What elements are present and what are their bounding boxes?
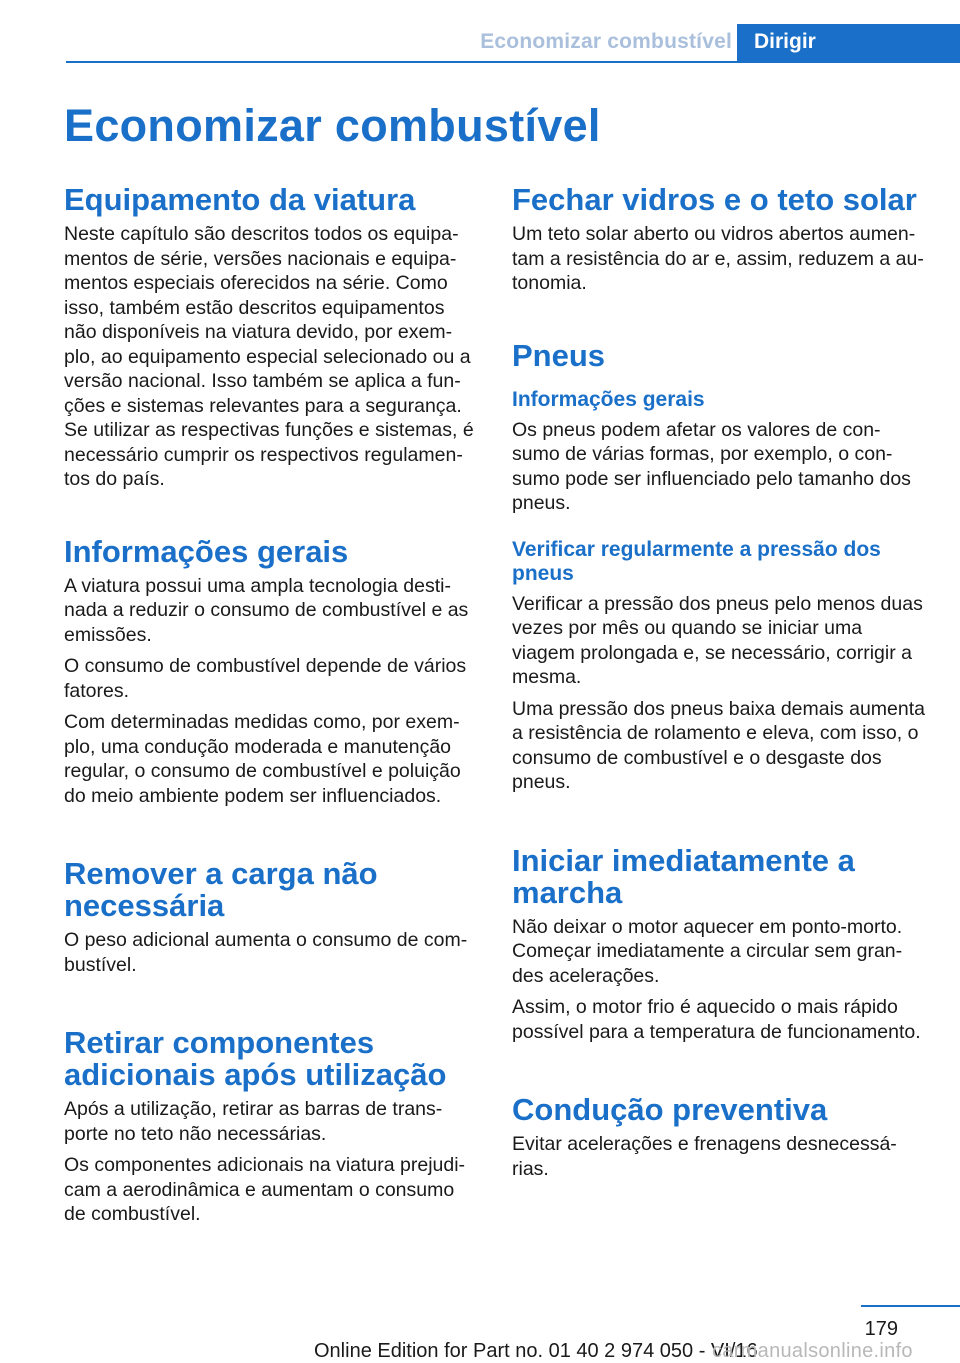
header-rule xyxy=(66,61,960,63)
paragraph: Os pneus podem afetar os valores de con-sumo de várias formas, por exemplo, o con-sumo pode ser influenciado pelo tamanho dos pneus. xyxy=(512,418,911,514)
paragraph: Evitar acelerações e frenagens desnecessá-rias. xyxy=(512,1133,897,1180)
paragraph: O peso adicional aumenta o consumo de com-bustível. xyxy=(64,929,468,976)
section-heading-preventive-driving: Condução preventiva xyxy=(512,1092,828,1127)
section-heading-general-info: Informações gerais xyxy=(64,533,349,569)
right-column xyxy=(512,184,927,1181)
footer-edition-text: Online Edition for Part no. 01 40 2 974 050 - VI/16 xyxy=(314,1340,758,1362)
left-column xyxy=(64,184,479,1227)
paragraph: A viatura possui uma ampla tecnologia desti-nada a reduzir o consumo de combustível e as emissões. xyxy=(64,574,469,646)
subheading-check-pressure: Verificar regularmente a pressão dos pneus xyxy=(512,537,881,585)
paragraph: Verificar a pressão dos pneus pelo menos duas vezes por mês ou quando se iniciar uma viagem prolongada e, se necessário, corrigir a mesma. xyxy=(512,592,923,688)
header-section-title: Economizar combustível xyxy=(480,30,732,53)
paragraph: Assim, o motor frio é aquecido o mais rápido possível para a temperatura de funcionamento. xyxy=(512,996,921,1043)
footer-rule xyxy=(861,1305,960,1307)
section-heading-close-windows: Fechar vidros e o teto solar xyxy=(512,182,917,217)
header-chapter-tab: Dirigir xyxy=(737,24,960,63)
section-heading-start-driving: Iniciar imediatamente a marcha xyxy=(512,842,855,910)
page-title: Economizar combustível xyxy=(64,100,601,151)
watermark: carmanualsonline.info xyxy=(712,1340,913,1362)
paragraph: Um teto solar aberto ou vidros abertos aumen-tam a resistência do ar e, assim, reduzem a au-tonomia. xyxy=(512,223,924,294)
section-heading-remove-load: Remover a carga não necessária xyxy=(64,856,378,923)
paragraph: Não deixar o motor aquecer em ponto-morto. Começar imediatamente a circular sem gran-des acelerações. xyxy=(512,915,903,987)
subheading-general-info: Informações gerais xyxy=(512,387,705,411)
section-heading-equipment: Equipamento da viatura xyxy=(64,182,416,217)
page-number: 179 xyxy=(864,1318,898,1340)
paragraph: Com determinadas medidas como, por exem-plo, uma condução moderada e manutenção regular, o consumo de combustível e poluição do meio ambiente podem ser influenciados. xyxy=(64,711,461,807)
paragraph: Os componentes adicionais na viatura prejudi-cam a aerodinâmica e aumentam o consumo de combustível. xyxy=(64,1154,466,1225)
paragraph: O consumo de combustível depende de vários fatores. xyxy=(64,655,467,702)
paragraph: Neste capítulo são descritos todos os equipa-mentos de série, versões nacionais e equipa-mentos especiais oferecidos na série. Como isso, também estão descritos equipamentos não disponíveis na viatura devido, por exem-plo, ao equipamento especial selecionado ou a versão nacional. Isso também se aplica a fun-ções e sistemas relevantes para a segurança. Se utilizar as respectivas funções e sistemas, é necessário cumprir os respectivos regulamen-tos do país. xyxy=(64,223,474,490)
paragraph: Uma pressão dos pneus baixa demais aumenta a resistência de rolamento e eleva, com isso, o consumo de combustível e o desgaste dos pneus. xyxy=(512,697,925,793)
paragraph: Após a utilização, retirar as barras de trans-porte no teto não necessárias. xyxy=(64,1098,443,1145)
section-heading-remove-components: Retirar componentes adicionais após utilização xyxy=(64,1025,447,1092)
section-heading-tyres: Pneus xyxy=(512,337,606,373)
